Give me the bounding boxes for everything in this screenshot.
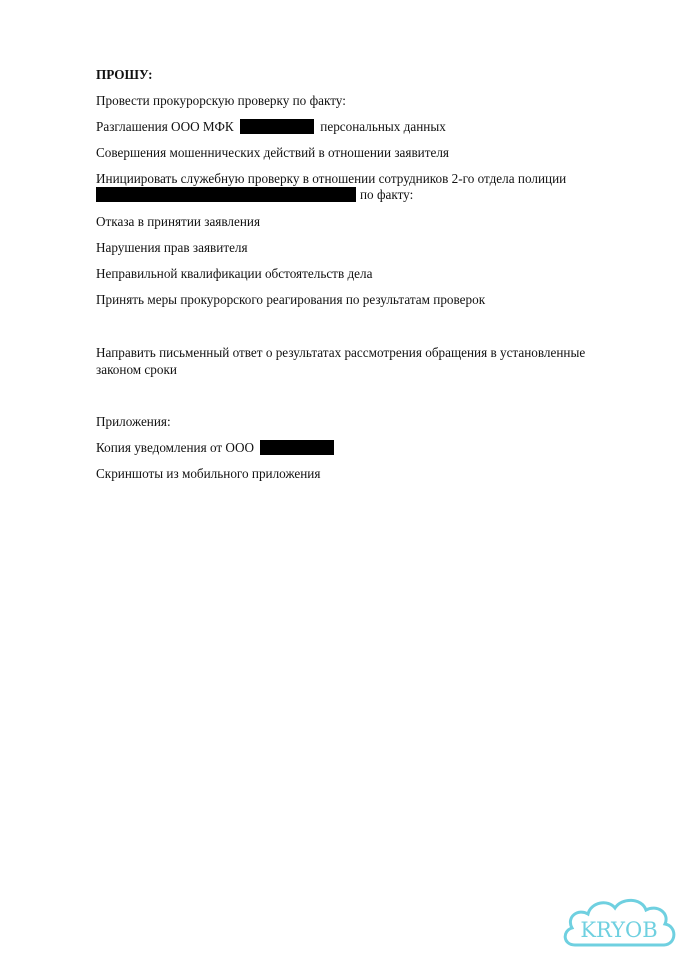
request-line-check: Провести прокурорскую проверку по факту:: [96, 93, 346, 108]
request-line-by-fact: по факту:: [360, 187, 414, 202]
request-line-answer: Направить письменный ответ о результатах рассмотрения обращения в установленные: [96, 345, 586, 360]
redacted-organization-name: [260, 440, 334, 455]
request-line-disclosure: [96, 118, 446, 135]
request-line-qualification: Неправильной квалификации обстоятельств дела: [96, 266, 373, 281]
request-line-answer-deadline: законом сроки: [96, 362, 177, 377]
redacted-police-department: [96, 187, 356, 202]
attachment-screenshots: Скриншоты из мобильного приложения: [96, 466, 321, 481]
watermark-text: KRYOB: [580, 918, 658, 942]
disclosure-text-start: Разглашения ООО МФК: [96, 119, 234, 134]
disclosure-text-end: персональных данных: [320, 119, 446, 134]
request-line-rights-violation: Нарушения прав заявителя: [96, 240, 248, 255]
redacted-company-name: [240, 119, 314, 134]
attachment-notice-text: Копия уведомления от ООО: [96, 440, 254, 455]
attachment-notice-copy: [96, 439, 334, 456]
request-line-measures: Принять меры прокурорского реагирования по результатам проверок: [96, 292, 486, 307]
request-heading: ПРОШУ:: [96, 67, 153, 82]
attachments-title: Приложения:: [96, 414, 171, 429]
kryob-watermark-logo: [561, 893, 678, 959]
request-line-fraud: Совершения мошеннических действий в отношении заявителя: [96, 145, 449, 160]
request-line-internal-check: Инициировать служебную проверку в отношении сотрудников 2-го отдела полиции: [96, 171, 567, 186]
request-line-refusal: Отказа в принятии заявления: [96, 214, 261, 229]
